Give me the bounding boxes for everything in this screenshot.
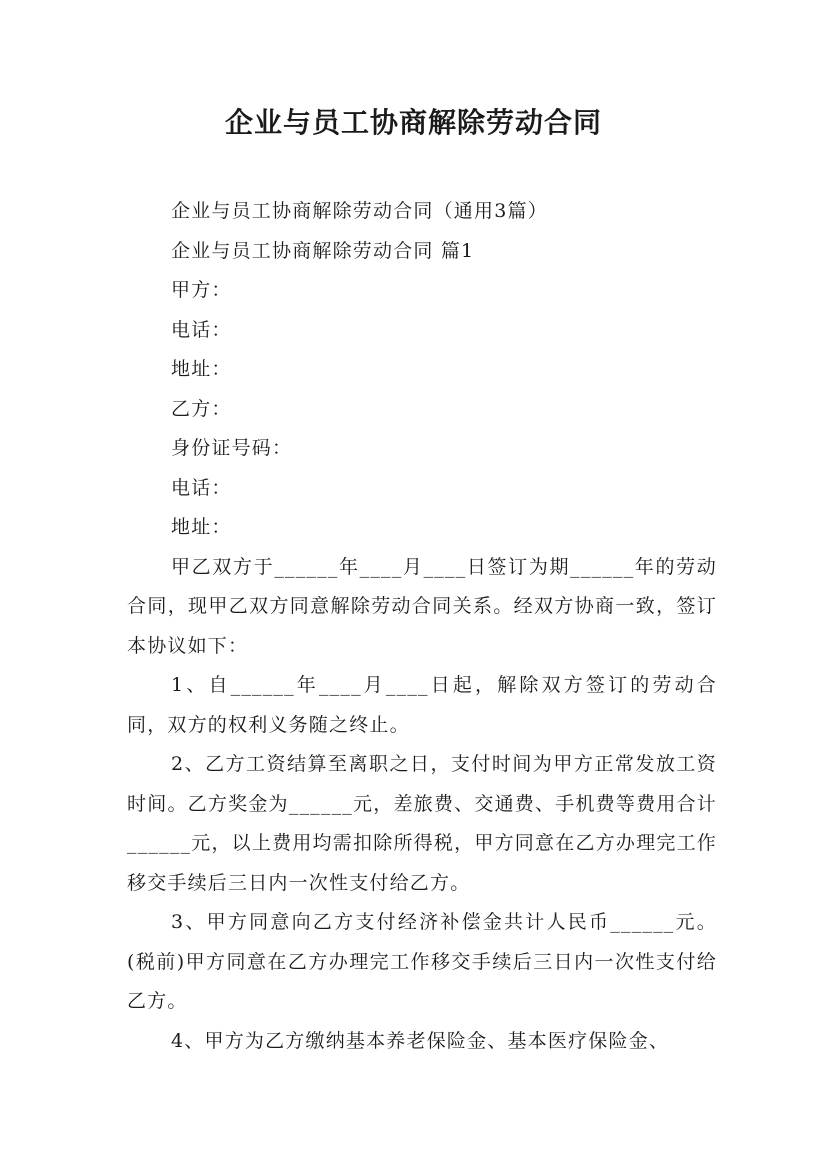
clause-1: 1、自______年____月____日起，解除双方签订的劳动合同，双方的权利义务随之终止。 bbox=[127, 674, 717, 736]
party-b-label: 乙方： bbox=[171, 397, 232, 420]
clause-4: 4、甲方为乙方缴纳基本养老保险金、基本医疗保险金、 bbox=[171, 1029, 670, 1052]
intro-paragraph: 甲乙双方于______年____月____日签订为期______年的劳动合同，现甲乙双方同意解除劳动合同关系。经双方协商一致，签订本协议如下： bbox=[127, 555, 717, 657]
section-heading: 企业与员工协商解除劳动合同 篇1 bbox=[171, 239, 475, 262]
party-b-phone: 电话： bbox=[171, 476, 232, 499]
document-body bbox=[127, 192, 717, 1061]
document-subtitle: 企业与员工协商解除劳动合同（通用3篇） bbox=[171, 200, 548, 222]
party-a-phone: 电话： bbox=[171, 318, 232, 341]
clause-3: 3、甲方同意向乙方支付经济补偿金共计人民币______元。(税前)甲方同意在乙方办理完工作移交手续后三日内一次性支付给乙方。 bbox=[127, 911, 717, 1012]
party-b-id-number: 身份证号码： bbox=[171, 437, 293, 459]
clause-2: 2、乙方工资结算至离职之日，支付时间为甲方正常发放工资时间。乙方奖金为______元，差旅费、交通费、手机费等费用合计______元，以上费用均需扣除所得税，甲方同意在乙方办理完工作移交手续后三日内一次性支付给乙方。 bbox=[127, 753, 717, 894]
document-title: 企业与员工协商解除劳动合同 bbox=[224, 106, 602, 139]
party-b-address: 地址： bbox=[171, 516, 232, 538]
party-a-address: 地址： bbox=[171, 358, 232, 380]
party-a-label: 甲方： bbox=[171, 279, 232, 301]
